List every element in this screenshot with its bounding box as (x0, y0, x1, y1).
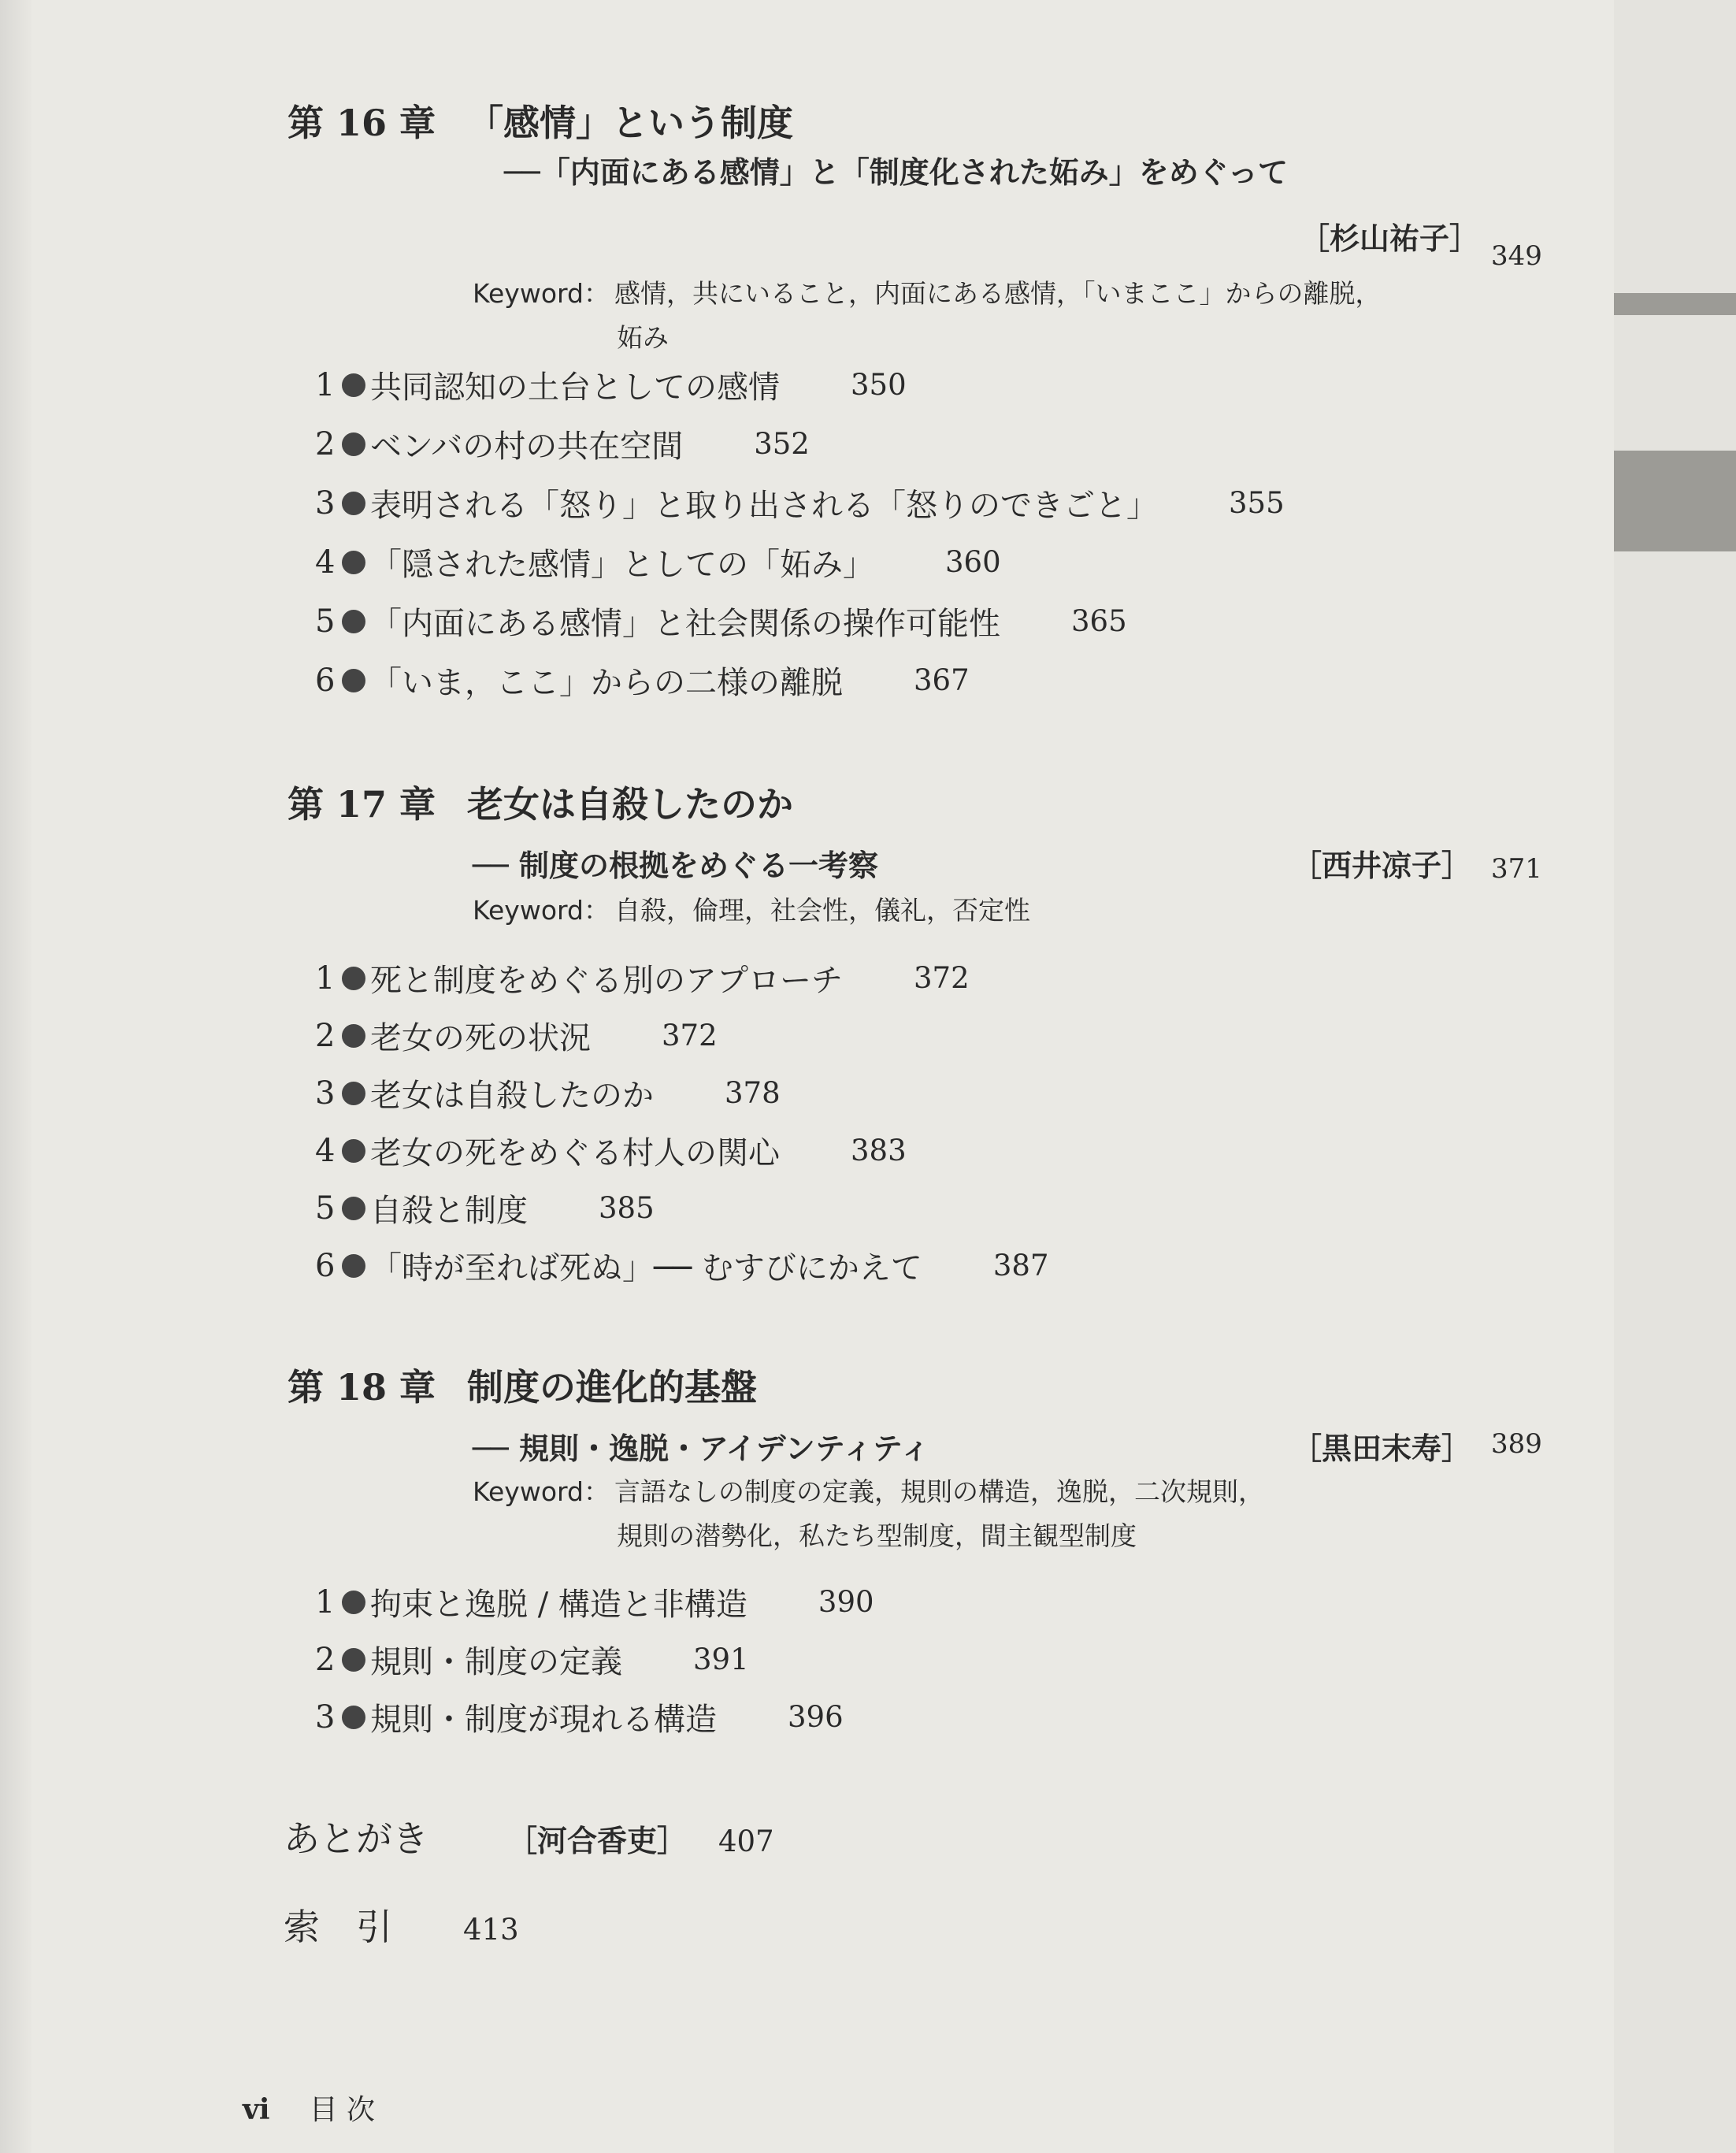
section-number: 2 (315, 425, 336, 462)
chapter-subtitle: ── 制度の根拠をめぐる一考察 (473, 848, 878, 883)
section-page: 352 (754, 427, 810, 461)
section-item[interactable] (315, 1695, 844, 1739)
section-item[interactable] (315, 1243, 1049, 1288)
bullet-icon (342, 1591, 365, 1614)
section-title: 共同認知の土台としての感情 (370, 369, 780, 406)
afterword-title: あとがき (284, 1817, 428, 1860)
section-item[interactable] (315, 1071, 781, 1115)
section-page: 391 (693, 1643, 749, 1676)
index-title: 索 引 (284, 1906, 392, 1948)
chapter-number: 第 16 章 (287, 102, 436, 144)
section-item[interactable] (315, 1186, 655, 1231)
keyword-text: 感情，共にいること，内面にある感情，「いまここ」からの離脱， (614, 278, 1382, 309)
bullet-icon (342, 432, 365, 456)
chapter-number: 第 17 章 (287, 783, 436, 826)
bullet-icon (342, 1082, 365, 1105)
chapter-heading (287, 1359, 757, 1411)
section-number: 5 (315, 1190, 336, 1227)
section-page: 383 (851, 1134, 907, 1167)
section-title: 規則・制度が現れる構造 (370, 1702, 717, 1738)
section-number: 4 (315, 544, 336, 581)
keyword-text: 自殺，倫理，社会性，儀礼，否定性 (614, 895, 1030, 926)
keyword-text: 妬み (617, 322, 669, 353)
keyword-label: Keyword： (473, 278, 610, 309)
section-item[interactable] (315, 362, 907, 407)
section-item[interactable] (315, 421, 810, 466)
bullet-icon (342, 610, 365, 633)
bullet-icon (342, 1024, 365, 1048)
keyword-label: Keyword： (473, 1476, 610, 1507)
bullet-icon (342, 1139, 365, 1163)
keyword-label: Keyword： (473, 895, 610, 926)
bullet-icon (342, 967, 365, 990)
section-title: 老女は自殺したのか (370, 1078, 654, 1114)
chapter-page: 371 (1491, 853, 1542, 885)
chapter-page: 389 (1491, 1428, 1542, 1460)
section-number: 1 (315, 366, 336, 403)
bullet-icon (342, 492, 365, 515)
section-page: 367 (914, 663, 970, 697)
page-footer (243, 2088, 375, 2128)
keyword-text: 規則の潜勢化，私たち型制度，間主観型制度 (617, 1520, 1137, 1551)
section-number: 3 (315, 1698, 336, 1735)
chapter-subtitle: ── 規則・逸脱・アイデンティティ (473, 1431, 930, 1466)
section-number: 3 (315, 484, 336, 522)
chapter-author: ［黒田末寿］ (1292, 1431, 1472, 1466)
section-page: 378 (725, 1076, 781, 1110)
section-title: 自殺と制度 (370, 1193, 528, 1229)
section-item[interactable] (315, 1579, 874, 1624)
section-page: 390 (818, 1585, 874, 1619)
section-page: 387 (992, 1249, 1049, 1283)
section-item[interactable] (315, 956, 970, 1000)
chapter-author: ［西井凉子］ (1292, 848, 1472, 883)
section-title: 老女の死をめぐる村人の関心 (370, 1135, 780, 1171)
section-page: 355 (1229, 486, 1285, 520)
folio-label: 目 次 (309, 2094, 376, 2126)
bullet-icon (342, 373, 365, 397)
section-page: 396 (788, 1700, 844, 1734)
section-page: 372 (662, 1019, 718, 1052)
chapter-17 (287, 776, 793, 828)
keywords (473, 1470, 1264, 1558)
section-page: 385 (599, 1191, 655, 1225)
keywords (473, 889, 1030, 933)
section-number: 1 (315, 960, 336, 997)
chapter-author: ［杉山祐子］ (1300, 221, 1480, 256)
section-title: 死と制度をめぐる別のアプローチ (370, 963, 843, 999)
section-page: 360 (945, 545, 1001, 579)
bullet-icon (342, 551, 365, 574)
section-number: 2 (315, 1017, 336, 1054)
chapter-heading (287, 776, 793, 828)
section-title: 規則・制度の定義 (370, 1644, 622, 1680)
page-edge (0, 0, 32, 2153)
keyword-text: 言語なしの制度の定義，規則の構造，逸脱，二次規則， (614, 1476, 1264, 1507)
bullet-icon (342, 669, 365, 692)
chapter-title: 制度の進化的基盤 (467, 1366, 758, 1409)
chapter-number: 第 18 章 (287, 1366, 436, 1409)
section-title: 表明される「怒り」と取り出される「怒りのできごと」 (370, 488, 1158, 524)
section-page: 350 (851, 368, 907, 402)
chapter-16 (287, 95, 793, 147)
bullet-icon (342, 1706, 365, 1729)
afterword-author: ［河合香吏］ (507, 1824, 688, 1858)
chapter-18 (287, 1359, 757, 1411)
section-item[interactable] (315, 658, 970, 703)
section-number: 3 (315, 1075, 336, 1112)
chapter-heading (287, 95, 793, 147)
section-title: 「時が至れば死ぬ」── むすびにかえて (370, 1250, 922, 1286)
section-item[interactable] (315, 1128, 907, 1173)
bullet-icon (342, 1197, 365, 1220)
section-number: 6 (315, 662, 336, 699)
section-page: 372 (914, 961, 970, 995)
facing-page-band (1614, 293, 1736, 315)
bullet-icon (342, 1254, 365, 1278)
bullet-icon (342, 1648, 365, 1672)
section-title: 「いま，ここ」からの二様の離脱 (370, 665, 843, 701)
section-item[interactable] (315, 1637, 749, 1682)
section-number: 5 (315, 603, 336, 640)
section-item[interactable] (315, 481, 1285, 525)
facing-page-strip (1614, 0, 1736, 2153)
index-page: 413 (463, 1913, 519, 1947)
section-item[interactable] (315, 599, 1127, 644)
section-title: ベンバの村の共在空間 (370, 429, 684, 465)
chapter-title: 「感情」という制度 (467, 102, 794, 144)
section-page: 365 (1071, 604, 1127, 638)
afterword-entry[interactable] (284, 1810, 774, 1862)
chapter-subtitle: ──「内面にある感情」と「制度化された妬み」をめぐって (504, 154, 1288, 190)
section-number: 6 (315, 1247, 336, 1284)
section-item[interactable] (315, 1013, 718, 1058)
section-item[interactable] (315, 540, 1001, 585)
section-title: 「隠された感情」としての「妬み」 (370, 547, 874, 583)
section-number: 4 (315, 1132, 336, 1169)
section-title: 拘束と逸脱 / 構造と非構造 (370, 1587, 747, 1623)
folio-number: vi (243, 2093, 270, 2126)
facing-page-band (1614, 451, 1736, 551)
section-title: 老女の死の状況 (370, 1020, 591, 1056)
section-number: 2 (315, 1641, 336, 1678)
section-number: 1 (315, 1583, 336, 1620)
keywords (473, 272, 1381, 360)
afterword-page: 407 (718, 1824, 774, 1858)
chapter-page: 349 (1491, 240, 1542, 272)
section-title: 「内面にある感情」と社会関係の操作可能性 (370, 606, 1000, 642)
index-entry[interactable] (284, 1899, 519, 1951)
chapter-title: 老女は自殺したのか (467, 783, 794, 826)
